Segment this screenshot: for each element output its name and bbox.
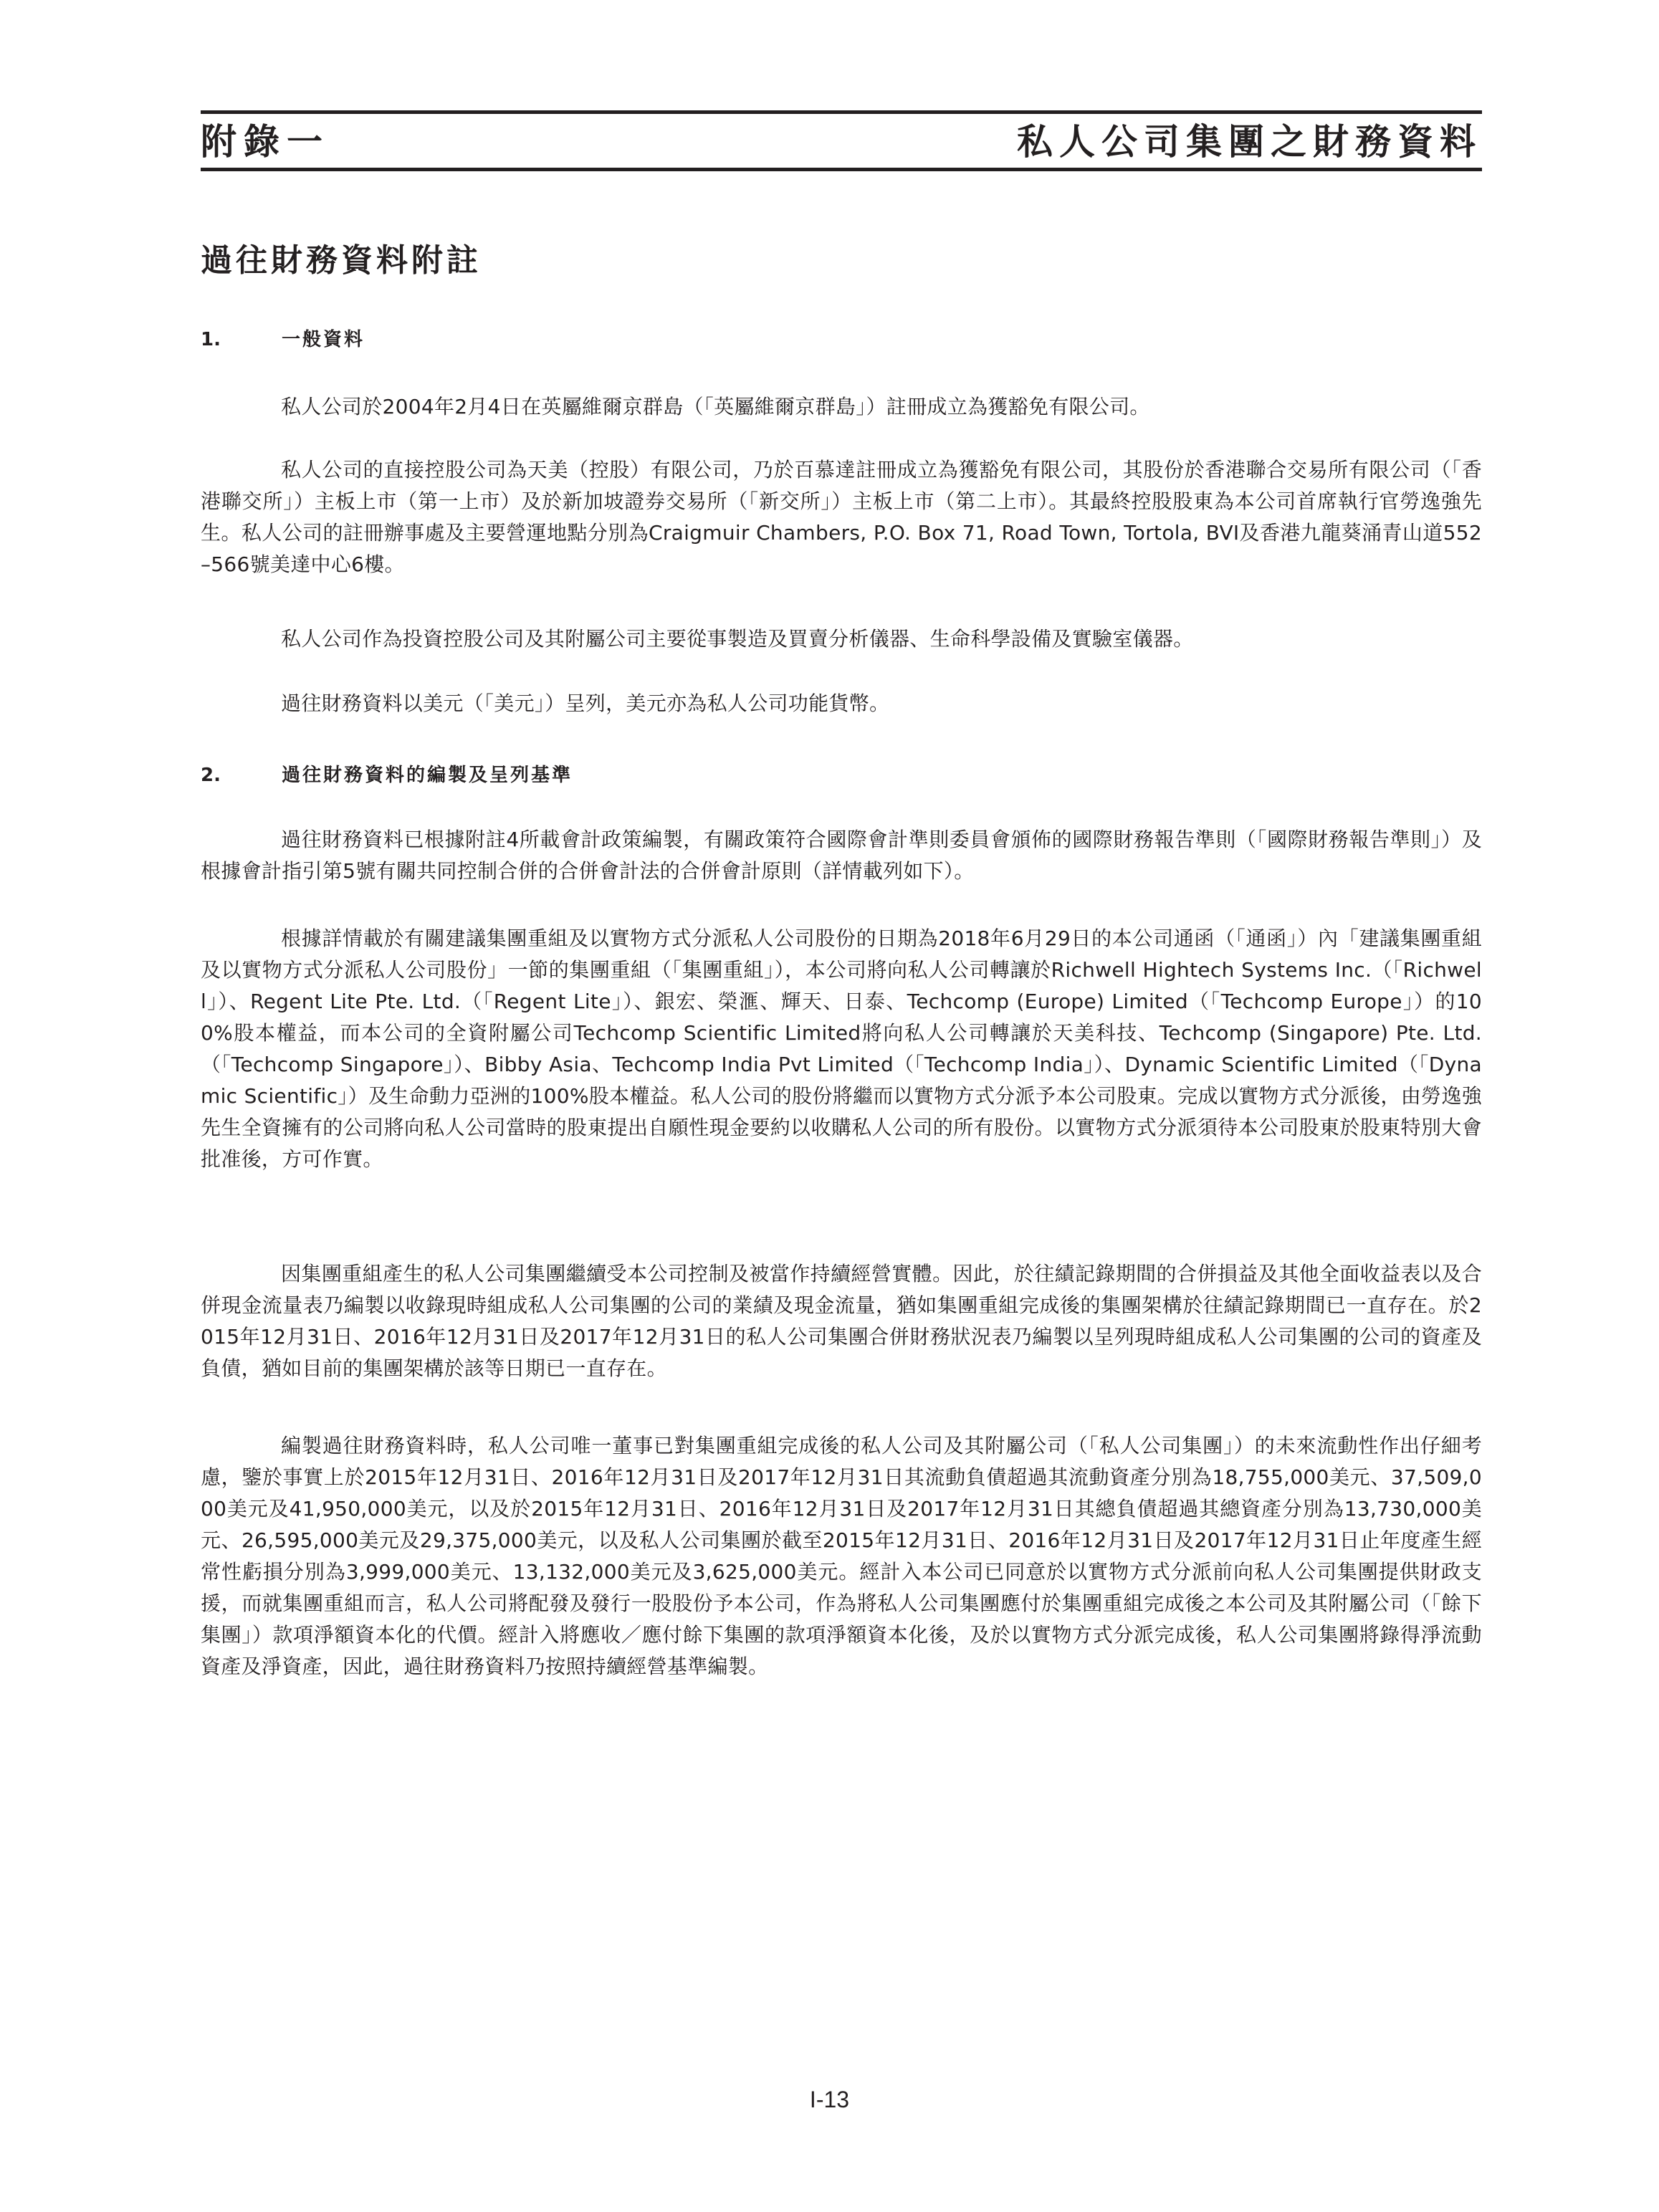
paragraph-1-1: 私人公司於2004年2月4日在英屬維爾京群島（「英屬維爾京群島」）註冊成立為獲豁免有限公司。 bbox=[281, 395, 1150, 418]
appendix-label: 附錄一 bbox=[201, 121, 330, 163]
paragraph-1-3: 私人公司作為投資控股公司及其附屬公司主要從事製造及買賣分析儀器、生命科學設備及實驗室儀器。 bbox=[281, 627, 1194, 651]
paragraph-1-4: 過往財務資料以美元（「美元」）呈列，美元亦為私人公司功能貨幣。 bbox=[281, 691, 890, 715]
section-1-number: 1. bbox=[201, 329, 221, 350]
header-top-rule bbox=[201, 110, 1482, 114]
paragraph-2-4: 編製過往財務資料時，私人公司唯一董事已對集團重組完成後的私人公司及其附屬公司（「私人公司集團」）的未來流動性作出仔細考慮，鑒於事實上於2015年12月31日、2016年12月31日及2017年12月31日其流動負債超過其流動資產分別為18,755,000美元、37,509,000美元及41,950,000美元，以及於2015年12月31日、2016年12月31日及2017年12月31日其總負債超過其總資產分別為13,730,000美元、26,595,000美元及29,375,000美元，以及私人公司集團於截至2015年12月31日、2016年12月31日及2017年12月31日止年度產生經常性虧損分別為3,999,000美元、13,132,000美元及3,625,000美元。經計入本公司已同意於以實物方式分派前向私人公司集團提供財政支援，而就集團重組而言，私人公司將配發及發行一股股份予本公司，作為將私人公司集團應付於集團重組完成後之本公司及其附屬公司（「餘下集團」）款項淨額資本化的代價。經計入將應收／應付餘下集團的款項淨額資本化後，及於以實物方式分派完成後，私人公司集團將錄得淨流動資產及淨資產，因此，過往財務資料乃按照持續經營基準編製。 bbox=[201, 1434, 1482, 1678]
section-2-number: 2. bbox=[201, 765, 221, 786]
section-2-title: 過往財務資料的編製及呈列基準 bbox=[282, 765, 573, 786]
paragraph-2-3: 因集團重組產生的私人公司集團繼續受本公司控制及被當作持續經營實體。因此，於往績記錄期間的合併損益及其他全面收益表以及合併現金流量表乃編製以收錄現時組成私人公司集團的公司的業績及現金流量，猶如集團重組完成後的集團架構於往績記錄期間已一直存在。於2015年12月31日、2016年12月31日及2017年12月31日的私人公司集團合併財務狀況表乃編製以呈列現時組成私人公司集團的公司的資產及負債，猶如目前的集團架構於該等日期已一直存在。 bbox=[201, 1262, 1482, 1380]
paragraph-2-1: 過往財務資料已根據附註4所載會計政策編製，有關政策符合國際會計準則委員會頒佈的國際財務報告準則（「國際財務報告準則」）及根據會計指引第5號有關共同控制合併的合併會計法的合併會計原則（詳情載列如下）。 bbox=[201, 828, 1482, 883]
section-title: 過往財務資料附註 bbox=[201, 242, 482, 279]
appendix-title: 私人公司集團之財務資料 bbox=[1017, 121, 1482, 163]
page-number: I-13 bbox=[809, 2087, 850, 2112]
header-bottom-rule bbox=[201, 168, 1482, 171]
paragraph-1-2: 私人公司的直接控股公司為天美（控股）有限公司，乃於百慕達註冊成立為獲豁免有限公司，其股份於香港聯合交易所有限公司（「香港聯交所」）主板上市（第一上市）及於新加坡證券交易所（「新交所」）主板上市（第二上市）。其最終控股股東為本公司首席執行官勞逸強先生。私人公司的註冊辦事處及主要營運地點分別為Craigmuir Chambers, P.O. Box 71, Road Town, Tortola, BVI及香港九龍葵涌青山道552–566號美達中心6樓。 bbox=[201, 458, 1482, 576]
paragraph-2-2: 根據詳情載於有關建議集團重組及以實物方式分派私人公司股份的日期為2018年6月29日的本公司通函（「通函」）內「建議集團重組及以實物方式分派私人公司股份」一節的集團重組（「集團重組」），本公司將向私人公司轉讓於Richwell Hightech Systems Inc.（「Richwell」）、Regent Lite Pte. Ltd.（「Regent Lite」）、銀宏、榮滙、輝天、日泰、Techcomp (Europe) Limited（「Techcomp Europe」）的100%股本權益，而本公司的全資附屬公司Techcomp Scientific Limited將向私人公司轉讓於天美科技、Techcomp (Singapore) Pte. Ltd.（「Techcomp Singapore」）、Bibby Asia、Techcomp India Pvt Limited（「Techcomp India」）、Dynamic Scientific Limited（「Dynamic Scientific」）及生命動力亞洲的100%股本權益。私人公司的股份將繼而以實物方式分派予本公司股東。完成以實物方式分派後，由勞逸強先生全資擁有的公司將向私人公司當時的股東提出自願性現金要約以收購私人公司的所有股份。以實物方式分派須待本公司股東於股東特別大會批准後，方可作實。 bbox=[201, 927, 1482, 1171]
section-1-title: 一般資料 bbox=[282, 329, 365, 350]
